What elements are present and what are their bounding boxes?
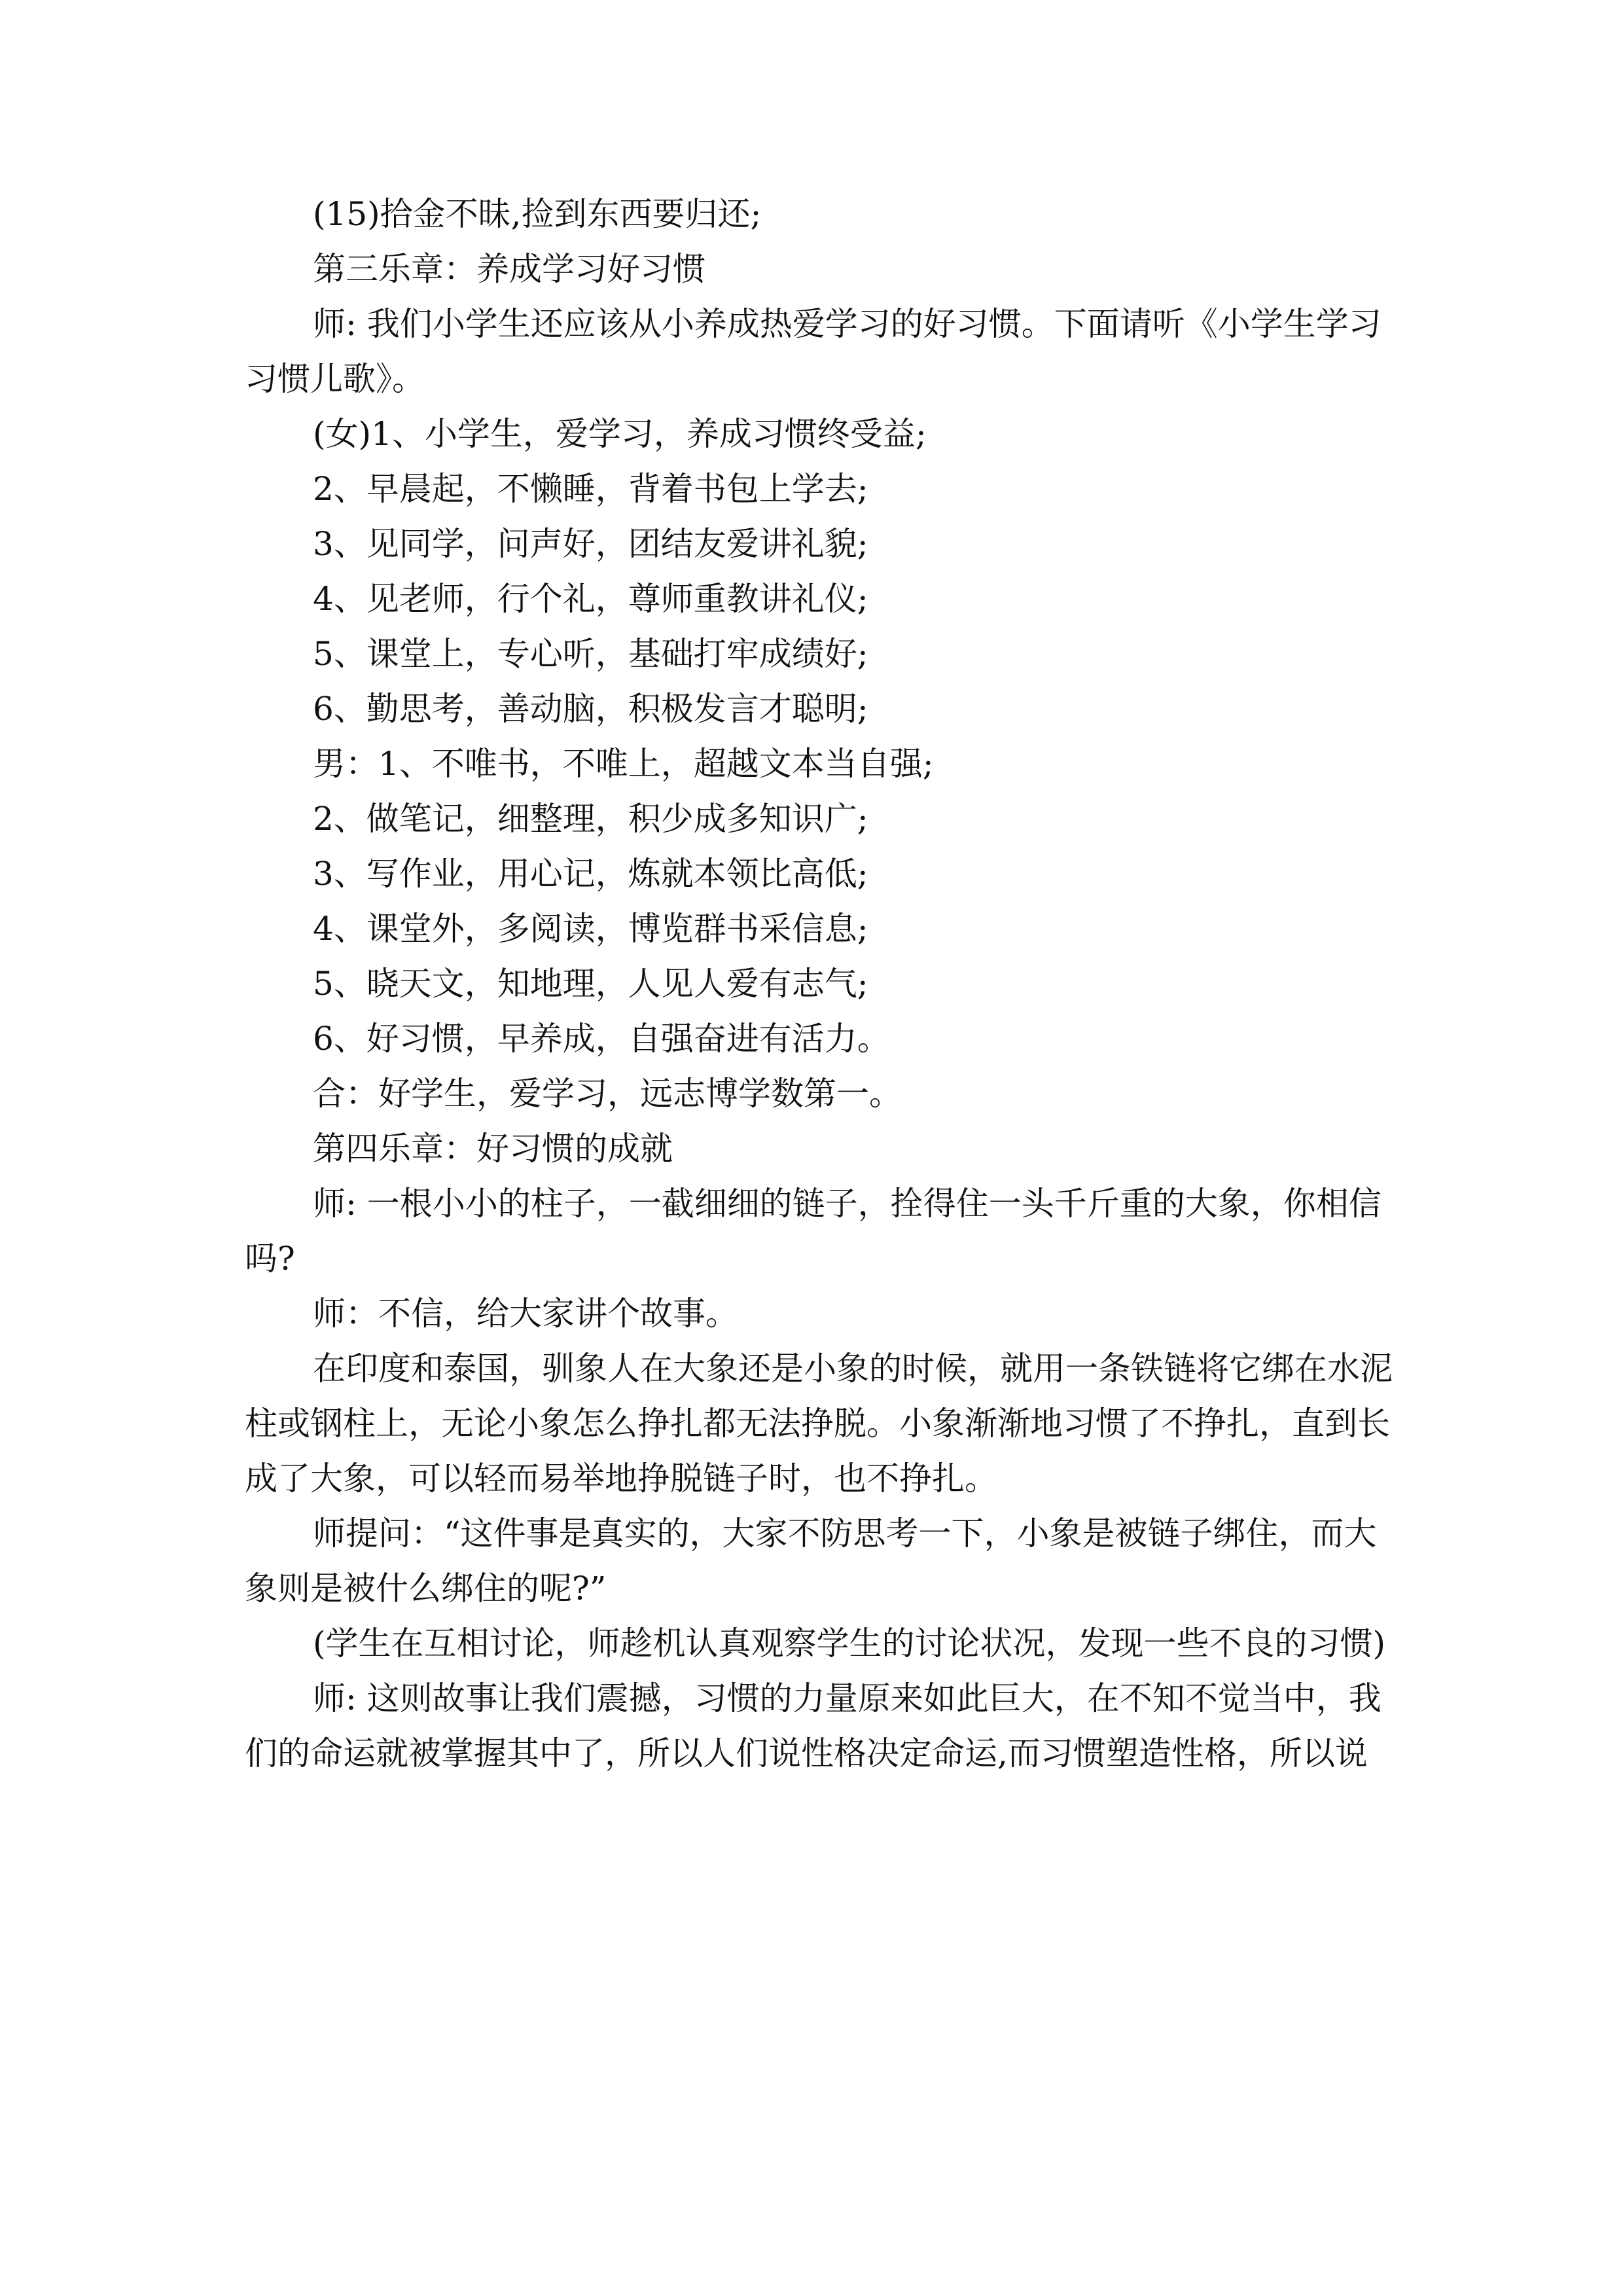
text-line: 4、课堂外，多阅读，博览群书采信息; [313,910,868,948]
text-line: 们的命运就被掌握其中了，所以人们说性格决定命运,而习惯塑造性格，所以说 [245,1734,1368,1772]
text-line: 3、见同学，问声好，团结友爱讲礼貌; [313,525,868,563]
text-line: 6、好习惯，早养成，自强奋进有活力。 [313,1020,890,1058]
text-line: 6、勤思考，善动脑，积极发言才聪明; [313,690,868,728]
text-line: 师：不信，给大家讲个故事。 [313,1295,738,1333]
text-line: 5、课堂上，专心听，基础打牢成绩好; [313,635,868,673]
text-line: 5、晓天文，知地理，人见人爱有志气; [313,965,868,1003]
text-line: 柱或钢柱上，无论小象怎么挣扎都无法挣脱。小象渐渐地习惯了不挣扎，直到长 [245,1405,1390,1443]
text-line: 师: 这则故事让我们震撼，习惯的力量原来如此巨大，在不知不觉当中，我 [313,1679,1382,1717]
text-line: 吗? [245,1240,295,1278]
text-line: 师: 一根小小的柱子，一截细细的链子，拴得住一头千斤重的大象，你相信 [313,1185,1382,1223]
text-line: 习惯儿歌》。 [245,360,425,398]
text-line: 象则是被什么绑住的呢?” [245,1570,607,1607]
text-line: 师: 我们小学生还应该从小养成热爱学习的好习惯。下面请听《小学生学习 [313,305,1382,343]
text-line: (学生在互相讨论，师趁机认真观察学生的讨论状况，发现一些不良的习惯) [313,1624,1386,1662]
text-line: 合：好学生，爱学习，远志博学数第一。 [313,1075,902,1113]
text-line: (15)拾金不昧,捡到东西要归还; [313,195,762,233]
text-line: 师提问：“这件事是真实的，大家不防思考一下，小象是被链子绑住，而大 [313,1515,1377,1552]
section-heading: 第四乐章：好习惯的成就 [313,1130,673,1168]
text-line: 男：1、不唯书，不唯上，超越文本当自强; [313,745,934,783]
text-line: 2、做笔记，细整理，积少成多知识广; [313,800,868,838]
text-line: 2、早晨起，不懒睡，背着书包上学去; [313,470,868,508]
text-line: 4、见老师，行个礼，尊师重教讲礼仪; [313,580,868,618]
text-line: (女)1、小学生，爱学习，养成习惯终受益; [313,415,927,453]
text-line: 成了大象，可以轻而易举地挣脱链子时，也不挣扎。 [245,1460,997,1498]
document-body [245,187,1393,1781]
text-line: 在印度和泰国，驯象人在大象还是小象的时候，就用一条铁链将它绑在水泥 [313,1350,1393,1388]
section-heading: 第三乐章：养成学习好习惯 [313,250,705,288]
text-line: 3、写作业，用心记，炼就本领比高低; [313,855,868,893]
